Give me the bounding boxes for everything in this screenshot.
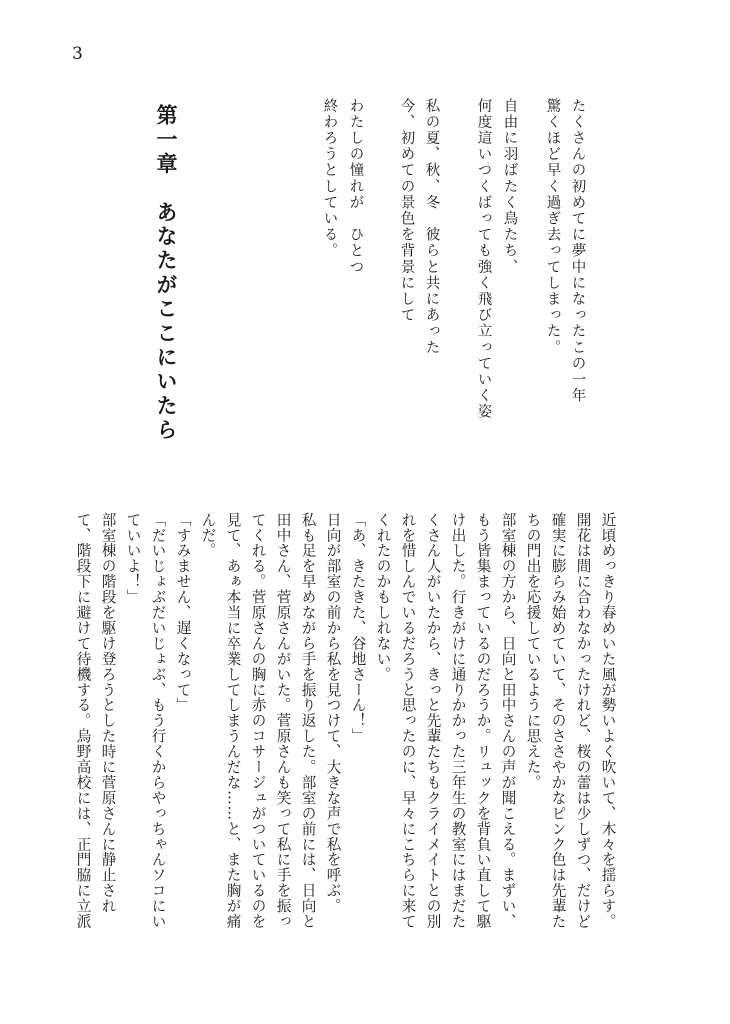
- prose-line-16: 見て、あぁ本当に卒業してしまうんだな……と、また胸が痛: [224, 512, 242, 930]
- prose-line-21: 部室棟の階段を駆け登ろうとした時に菅原さんに静止され: [99, 512, 117, 914]
- prose-line-3: 確実に膨らみ始めていて、そのささやかなピンク色は先輩た: [549, 512, 567, 930]
- prose-line-4: ちの門出を応援しているように思えた。: [524, 512, 542, 791]
- prose-line-13: 私も足を早めながら手を振り返した。部室の前には、日向と: [299, 512, 317, 930]
- prose-line-10: くれたのかもしれない。: [374, 512, 392, 682]
- poem-line-6: 今、初めての景色を背景にして: [398, 98, 415, 324]
- prose-line-15: てくれる。菅原さんの胸に赤のコサージュがついているのを: [249, 512, 267, 930]
- prose-line-12: 日向が部室の前から私を見つけて、大きな声で私を呼ぶ。: [324, 512, 342, 914]
- poem-line-3: 自由に羽ばたく鳥たち、: [501, 98, 518, 276]
- prose-line-7: け出した。行きがけに通りかかった三年生の教室にはまだた: [449, 512, 467, 930]
- poem-line-8: 終わろうとしている。: [321, 98, 338, 259]
- prose-line-1: 近頃めっきり春めいた風が勢いよく吹いて、木々を揺らす。: [599, 512, 617, 930]
- prose-line-22: て、階段下に避けて待機する。烏野高校には、正門脇に立派: [74, 512, 92, 930]
- prose-line-18: 「すみません、遅くなって」: [174, 512, 192, 713]
- chapter-title: 第一章 あなたがここにいたら: [154, 104, 179, 443]
- prose-line-2: 開花は間に合わなかったけれど、桜の蕾は少しずつ、だけど: [574, 512, 592, 930]
- prose-line-8: くさん人がいたから、きっと先輩たちもクライメイトとの別: [424, 512, 442, 930]
- prose-line-6: もう皆集まっているのだろうか。リュックを背負い直して駆: [474, 512, 492, 930]
- prose-line-19: 「だいじょぶだいじょぶ、もう行くからやっちゃんソコにい: [149, 512, 167, 930]
- prose-line-17: んだ。: [199, 512, 217, 559]
- page-number: 3: [72, 44, 83, 64]
- prose-line-20: ていいよ！」: [124, 512, 142, 605]
- prose-line-9: れを惜しんでいるだろうと思ったのに、早々にこちらに来て: [399, 512, 417, 930]
- prose-line-5: 部室棟の方から、日向と田中さんの声が聞こえる。まずい、: [499, 512, 517, 930]
- poem-line-1: たくさんの初めてに夢中になったこの一年: [569, 98, 586, 404]
- prose-line-11: 「あ、きたきた、谷地さーん！」: [349, 512, 367, 744]
- poem-line-7: わたしの憧れが ひとつ: [347, 98, 364, 276]
- poem-line-2: 驚くほど早く過ぎ去ってしまった。: [544, 98, 561, 356]
- poem-line-5: 私の夏、秋、冬 彼らと共にあった: [423, 98, 440, 356]
- prose-line-14: 田中さん、菅原さんがいた。菅原さんも笑って私に手を振っ: [274, 512, 292, 930]
- poem-line-4: 何度這いつくばっても強く飛び立っていく姿: [475, 98, 492, 420]
